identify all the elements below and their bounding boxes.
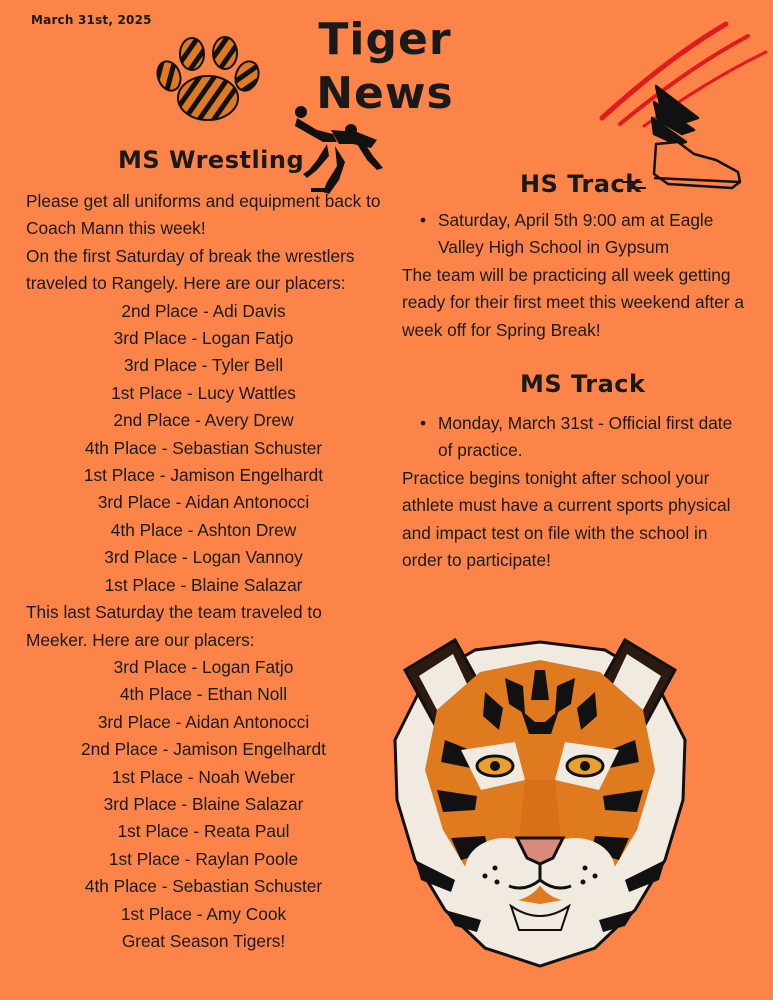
wrestling-intro-equipment: Please get all uniforms and equipment back to Coach Mann this week!	[26, 191, 381, 239]
wrestling-intro-rangely: On the first Saturday of break the wrestlers traveled to Rangely. Here are our placers:	[26, 245, 355, 294]
ms-wrestling-heading: MS Wrestling	[118, 146, 305, 174]
bullet-icon: •	[420, 210, 427, 230]
hs-track-meet-info: Saturday, April 5th 9:00 am at Eagle Valley High School in Gypsum	[438, 210, 714, 258]
hs-track-paragraph: The team will be practicing all week getting ready for their first meet this weekend after a week off for Spring Break!	[402, 265, 744, 340]
list-item: 3rd Place - Blaine Salazar	[103, 793, 304, 814]
wrestling-closing: Great Season Tigers!	[121, 930, 286, 951]
tiger-face-icon	[385, 630, 695, 970]
list-item: 4th Place - Sebastian Schuster	[84, 437, 323, 458]
list-item: 2nd Place - Jamison Engelhardt	[81, 739, 326, 760]
ms-track-paragraph: Practice begins tonight after school your athlete must have a current sports physical and impact test on file with the school in order to participate!	[402, 468, 731, 571]
tiger-paw-icon	[152, 36, 262, 124]
ms-track-practice-info: Monday, March 31st - Official first date of practice.	[438, 413, 733, 461]
list-item: 4th Place - Ashton Drew	[110, 519, 297, 540]
list-item: 1st Place - Raylan Poole	[108, 848, 299, 869]
list-item: 3rd Place - Logan Fatjo	[113, 656, 294, 677]
list-item: 1st Place - Reata Paul	[117, 821, 290, 842]
list-item: 4th Place - Ethan Noll	[119, 684, 288, 705]
newsletter-title-line2: News	[316, 68, 454, 119]
hs-track-heading: HS Track	[520, 170, 642, 198]
list-item: 1st Place - Lucy Wattles	[111, 382, 296, 403]
list-item: 1st Place - Jamison Engelhardt	[83, 465, 324, 486]
ms-track-heading: MS Track	[520, 370, 646, 398]
newsletter-title-line1: Tiger	[318, 14, 452, 65]
list-item: 3rd Place - Logan Fatjo	[113, 328, 294, 349]
list-item	[420, 410, 740, 465]
wrestling-intro-meeker: This last Saturday the team traveled to Meeker. Here are our placers:	[26, 602, 322, 650]
list-item: 2nd Place - Avery Drew	[113, 410, 294, 431]
newsletter-date: March 31st, 2025	[31, 13, 152, 27]
list-item	[420, 207, 760, 262]
list-item: 2nd Place - Adi Davis	[121, 300, 286, 321]
rangely-placer-list	[26, 298, 381, 599]
ms-track-bullet-list	[420, 410, 740, 465]
list-item: 3rd Place - Tyler Bell	[123, 355, 284, 376]
list-item: 3rd Place - Aidan Antonocci	[97, 492, 310, 513]
list-item: 4th Place - Sebastian Schuster	[84, 876, 323, 897]
list-item: 3rd Place - Logan Vannoy	[104, 547, 303, 568]
ms-wrestling-section	[26, 188, 381, 955]
hs-track-bullet-list	[420, 207, 760, 262]
bullet-icon: •	[420, 413, 427, 433]
list-item: 1st Place - Blaine Salazar	[104, 574, 303, 595]
list-item: 1st Place - Noah Weber	[111, 766, 296, 787]
list-item: 3rd Place - Aidan Antonocci	[97, 711, 310, 732]
list-item: 1st Place - Amy Cook	[120, 903, 287, 924]
meeker-placer-list	[26, 654, 381, 955]
